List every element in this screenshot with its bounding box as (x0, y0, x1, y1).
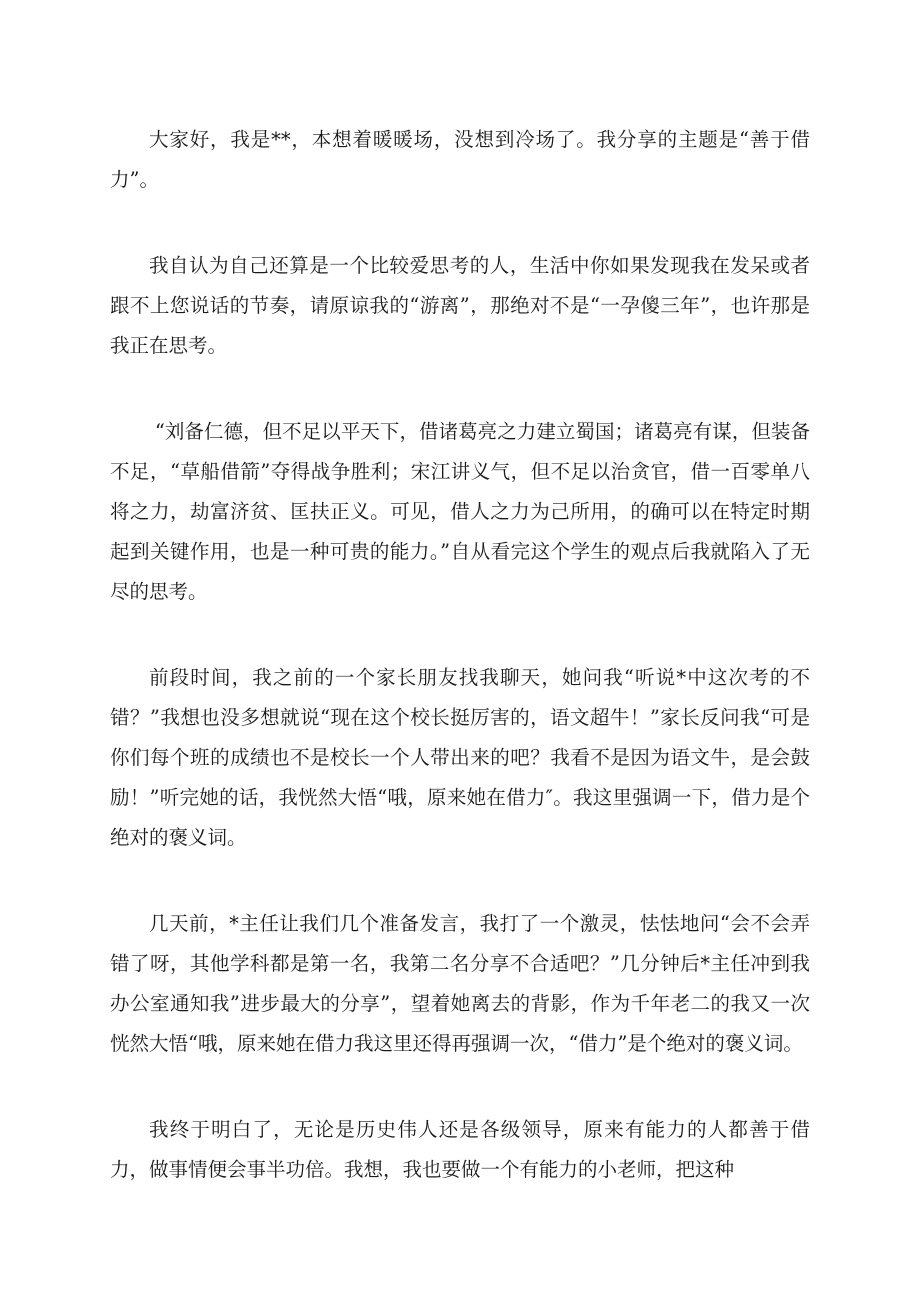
paragraph-self-reflection: 我自认为自己还算是一个比较爱思考的人，生活中你如果发现我在发呆或者跟不上您说话的节奏，请原谅我的“游离”，那绝对不是“一孕傻三年”，也许那是我正在思考。 (110, 254, 810, 357)
paragraph-student-quote: “刘备仁德，但不足以平天下，借诸葛亮之力建立蜀国；诸葛亮有谋，但装备不足，“草船借箭”夺得战争胜利；宋江讲义气，但不足以治贪官，借一百零单八将之力，劫富济贫、匡扶正义。可见，借人之力为己所用，的确可以在特定时期起到关键作用，也是一种可贵的能力。”自从看完这个学生的观点后我就陷入了无尽的思考。 (110, 420, 810, 603)
paragraph-conclusion: 我终于明白了，无论是历史伟人还是各级领导，原来有能力的人都善于借力，做事情便会事半功倍。我想，我也要做一个有能力的小老师，把这种 (110, 1118, 810, 1181)
paragraph-intro: 大家好，我是**，本想着暖暖场，没想到冷场了。我分享的主题是“善于借力”。 (110, 128, 810, 191)
paragraph-parent-chat: 前段时间，我之前的一个家长朋友找我聊天，她问我“听说*中这次考的不错？”我想也没多想就说“现在这个校长挺厉害的，语文超牛！”家长反问我“可是你们每个班的成绩也不是校长一个人带出来的吧？我看不是因为语文牛，是会鼓励！”听完她的话，我恍然大悟“哦，原来她在借力″。我这里强调一下，借力是个绝对的褒义词。 (110, 666, 810, 849)
paragraph-director-notice: 几天前，*主任让我们几个准备发言，我打了一个激灵，怯怯地问“会不会弄错了呀，其他学科都是第一名，我第二名分享不合适吧？”几分钟后*主任冲到我办公室通知我”进步最大的分享”，望着她离去的背影，作为千年老二的我又一次恍然大悟“哦，原来她在借力我这里还得再强调一次，“借力”是个绝对的褒义词。 (110, 912, 810, 1055)
